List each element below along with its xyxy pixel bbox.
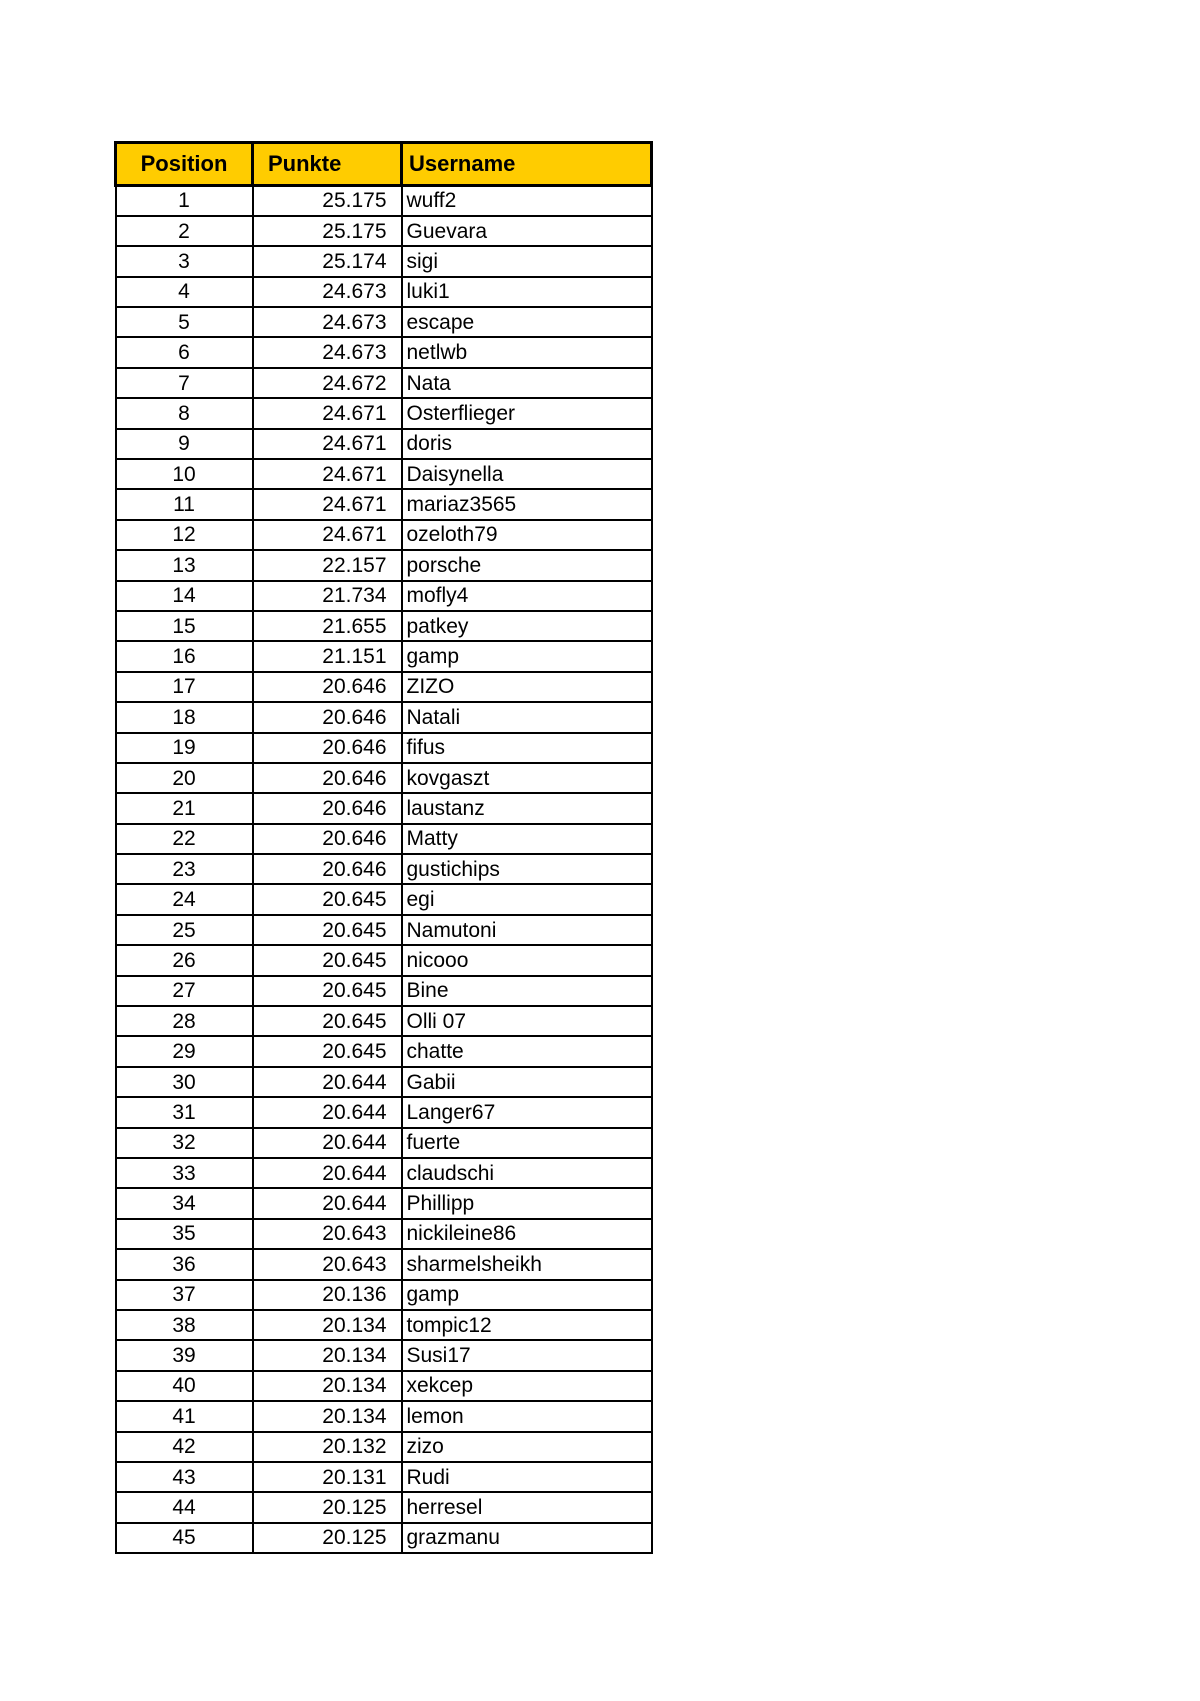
points-cell: 24.671 (253, 429, 402, 459)
position-cell: 16 (116, 641, 253, 671)
position-cell: 5 (116, 307, 253, 337)
position-cell: 44 (116, 1492, 253, 1522)
username-cell: fifus (402, 733, 652, 763)
username-cell: tompic12 (402, 1310, 652, 1340)
table-row (116, 550, 652, 580)
position-cell: 9 (116, 429, 253, 459)
table-row (116, 1097, 652, 1127)
points-cell: 20.134 (253, 1371, 402, 1401)
username-cell: grazmanu (402, 1523, 652, 1553)
position-cell: 25 (116, 915, 253, 945)
position-cell: 7 (116, 368, 253, 398)
points-cell: 24.673 (253, 307, 402, 337)
position-cell: 14 (116, 581, 253, 611)
table-row (116, 1219, 652, 1249)
position-cell: 45 (116, 1523, 253, 1553)
username-cell: Guevara (402, 216, 652, 246)
position-cell: 22 (116, 824, 253, 854)
position-cell: 3 (116, 246, 253, 276)
table-row (116, 489, 652, 519)
position-cell: 4 (116, 277, 253, 307)
username-cell: fuerte (402, 1128, 652, 1158)
points-cell: 20.646 (253, 763, 402, 793)
username-cell: luki1 (402, 277, 652, 307)
table-row (116, 216, 652, 246)
column-header-username: Username (402, 143, 652, 186)
username-cell: Daisynella (402, 459, 652, 489)
points-cell: 20.132 (253, 1432, 402, 1462)
points-cell: 20.645 (253, 1036, 402, 1066)
table-row (116, 1432, 652, 1462)
table-row (116, 1036, 652, 1066)
points-cell: 25.174 (253, 246, 402, 276)
username-cell: Matty (402, 824, 652, 854)
username-cell: sharmelsheikh (402, 1249, 652, 1279)
points-cell: 20.646 (253, 672, 402, 702)
table-row (116, 1128, 652, 1158)
username-cell: doris (402, 429, 652, 459)
position-cell: 43 (116, 1462, 253, 1492)
position-cell: 42 (116, 1432, 253, 1462)
ranking-table-header (116, 143, 652, 186)
points-cell: 20.645 (253, 976, 402, 1006)
points-cell: 20.134 (253, 1310, 402, 1340)
table-row (116, 246, 652, 276)
username-cell: mofly4 (402, 581, 652, 611)
points-cell: 20.134 (253, 1401, 402, 1431)
username-cell: gustichips (402, 854, 652, 884)
table-row (116, 1188, 652, 1218)
ranking-table (114, 141, 653, 1554)
points-cell: 24.672 (253, 368, 402, 398)
points-cell: 21.734 (253, 581, 402, 611)
points-cell: 21.655 (253, 611, 402, 641)
username-cell: xekcep (402, 1371, 652, 1401)
table-row (116, 611, 652, 641)
position-cell: 12 (116, 520, 253, 550)
table-row (116, 1340, 652, 1370)
position-cell: 8 (116, 398, 253, 428)
table-row (116, 854, 652, 884)
position-cell: 30 (116, 1067, 253, 1097)
points-cell: 20.646 (253, 733, 402, 763)
points-cell: 24.671 (253, 489, 402, 519)
position-cell: 36 (116, 1249, 253, 1279)
points-cell: 20.125 (253, 1492, 402, 1522)
table-row (116, 1006, 652, 1036)
table-row (116, 307, 652, 337)
table-row (116, 1523, 652, 1553)
username-cell: Nata (402, 368, 652, 398)
points-cell: 24.671 (253, 520, 402, 550)
username-cell: Rudi (402, 1462, 652, 1492)
table-row (116, 672, 652, 702)
table-row (116, 1401, 652, 1431)
points-cell: 20.644 (253, 1188, 402, 1218)
position-cell: 18 (116, 702, 253, 732)
position-cell: 21 (116, 793, 253, 823)
points-cell: 20.134 (253, 1340, 402, 1370)
table-row (116, 1067, 652, 1097)
username-cell: laustanz (402, 793, 652, 823)
points-cell: 24.673 (253, 277, 402, 307)
points-cell: 20.646 (253, 854, 402, 884)
position-cell: 24 (116, 884, 253, 914)
table-row (116, 429, 652, 459)
username-cell: sigi (402, 246, 652, 276)
points-cell: 20.644 (253, 1097, 402, 1127)
position-cell: 28 (116, 1006, 253, 1036)
points-cell: 20.643 (253, 1219, 402, 1249)
position-cell: 10 (116, 459, 253, 489)
points-cell: 25.175 (253, 186, 402, 216)
table-row (116, 520, 652, 550)
table-row (116, 641, 652, 671)
header-row (116, 143, 652, 186)
table-row (116, 884, 652, 914)
username-cell: porsche (402, 550, 652, 580)
points-cell: 25.175 (253, 216, 402, 246)
username-cell: lemon (402, 1401, 652, 1431)
table-row (116, 337, 652, 367)
username-cell: wuff2 (402, 186, 652, 216)
position-cell: 19 (116, 733, 253, 763)
table-row (116, 976, 652, 1006)
username-cell: Namutoni (402, 915, 652, 945)
username-cell: nickileine86 (402, 1219, 652, 1249)
username-cell: gamp (402, 1280, 652, 1310)
ranking-table-body (116, 186, 652, 1554)
position-cell: 11 (116, 489, 253, 519)
position-cell: 35 (116, 1219, 253, 1249)
table-row (116, 459, 652, 489)
points-cell: 20.646 (253, 824, 402, 854)
username-cell: ZIZO (402, 672, 652, 702)
username-cell: herresel (402, 1492, 652, 1522)
username-cell: egi (402, 884, 652, 914)
points-cell: 20.125 (253, 1523, 402, 1553)
table-row (116, 945, 652, 975)
table-row (116, 733, 652, 763)
table-row (116, 763, 652, 793)
points-cell: 24.671 (253, 398, 402, 428)
points-cell: 24.671 (253, 459, 402, 489)
position-cell: 29 (116, 1036, 253, 1066)
table-row (116, 368, 652, 398)
points-cell: 20.645 (253, 884, 402, 914)
username-cell: chatte (402, 1036, 652, 1066)
column-header-position: Position (116, 143, 253, 186)
position-cell: 38 (116, 1310, 253, 1340)
position-cell: 27 (116, 976, 253, 1006)
column-header-points: Punkte (253, 143, 402, 186)
table-row (116, 1310, 652, 1340)
username-cell: escape (402, 307, 652, 337)
points-cell: 20.644 (253, 1158, 402, 1188)
points-cell: 20.643 (253, 1249, 402, 1279)
position-cell: 40 (116, 1371, 253, 1401)
table-row (116, 186, 652, 216)
table-row (116, 1492, 652, 1522)
position-cell: 39 (116, 1340, 253, 1370)
points-cell: 24.673 (253, 337, 402, 367)
table-row (116, 702, 652, 732)
points-cell: 20.645 (253, 1006, 402, 1036)
position-cell: 15 (116, 611, 253, 641)
username-cell: zizo (402, 1432, 652, 1462)
username-cell: Gabii (402, 1067, 652, 1097)
points-cell: 20.645 (253, 915, 402, 945)
points-cell: 22.157 (253, 550, 402, 580)
table-row (116, 581, 652, 611)
table-row (116, 398, 652, 428)
table-row (116, 793, 652, 823)
points-cell: 20.136 (253, 1280, 402, 1310)
position-cell: 33 (116, 1158, 253, 1188)
username-cell: mariaz3565 (402, 489, 652, 519)
table-row (116, 1249, 652, 1279)
position-cell: 2 (116, 216, 253, 246)
table-row (116, 277, 652, 307)
position-cell: 26 (116, 945, 253, 975)
username-cell: claudschi (402, 1158, 652, 1188)
username-cell: gamp (402, 641, 652, 671)
position-cell: 37 (116, 1280, 253, 1310)
position-cell: 1 (116, 186, 253, 216)
table-row (116, 1158, 652, 1188)
position-cell: 17 (116, 672, 253, 702)
username-cell: kovgaszt (402, 763, 652, 793)
position-cell: 13 (116, 550, 253, 580)
position-cell: 31 (116, 1097, 253, 1127)
username-cell: Natali (402, 702, 652, 732)
points-cell: 20.131 (253, 1462, 402, 1492)
username-cell: netlwb (402, 337, 652, 367)
username-cell: Bine (402, 976, 652, 1006)
table-row (116, 1280, 652, 1310)
username-cell: Osterflieger (402, 398, 652, 428)
username-cell: Olli 07 (402, 1006, 652, 1036)
points-cell: 20.646 (253, 793, 402, 823)
username-cell: nicooo (402, 945, 652, 975)
username-cell: Langer67 (402, 1097, 652, 1127)
points-cell: 20.645 (253, 945, 402, 975)
table-row (116, 1462, 652, 1492)
position-cell: 32 (116, 1128, 253, 1158)
table-row (116, 824, 652, 854)
position-cell: 34 (116, 1188, 253, 1218)
username-cell: Phillipp (402, 1188, 652, 1218)
username-cell: ozeloth79 (402, 520, 652, 550)
points-cell: 20.644 (253, 1128, 402, 1158)
points-cell: 20.646 (253, 702, 402, 732)
table-row (116, 915, 652, 945)
position-cell: 6 (116, 337, 253, 367)
table-row (116, 1371, 652, 1401)
points-cell: 20.644 (253, 1067, 402, 1097)
position-cell: 41 (116, 1401, 253, 1431)
username-cell: patkey (402, 611, 652, 641)
points-cell: 21.151 (253, 641, 402, 671)
position-cell: 23 (116, 854, 253, 884)
position-cell: 20 (116, 763, 253, 793)
username-cell: Susi17 (402, 1340, 652, 1370)
